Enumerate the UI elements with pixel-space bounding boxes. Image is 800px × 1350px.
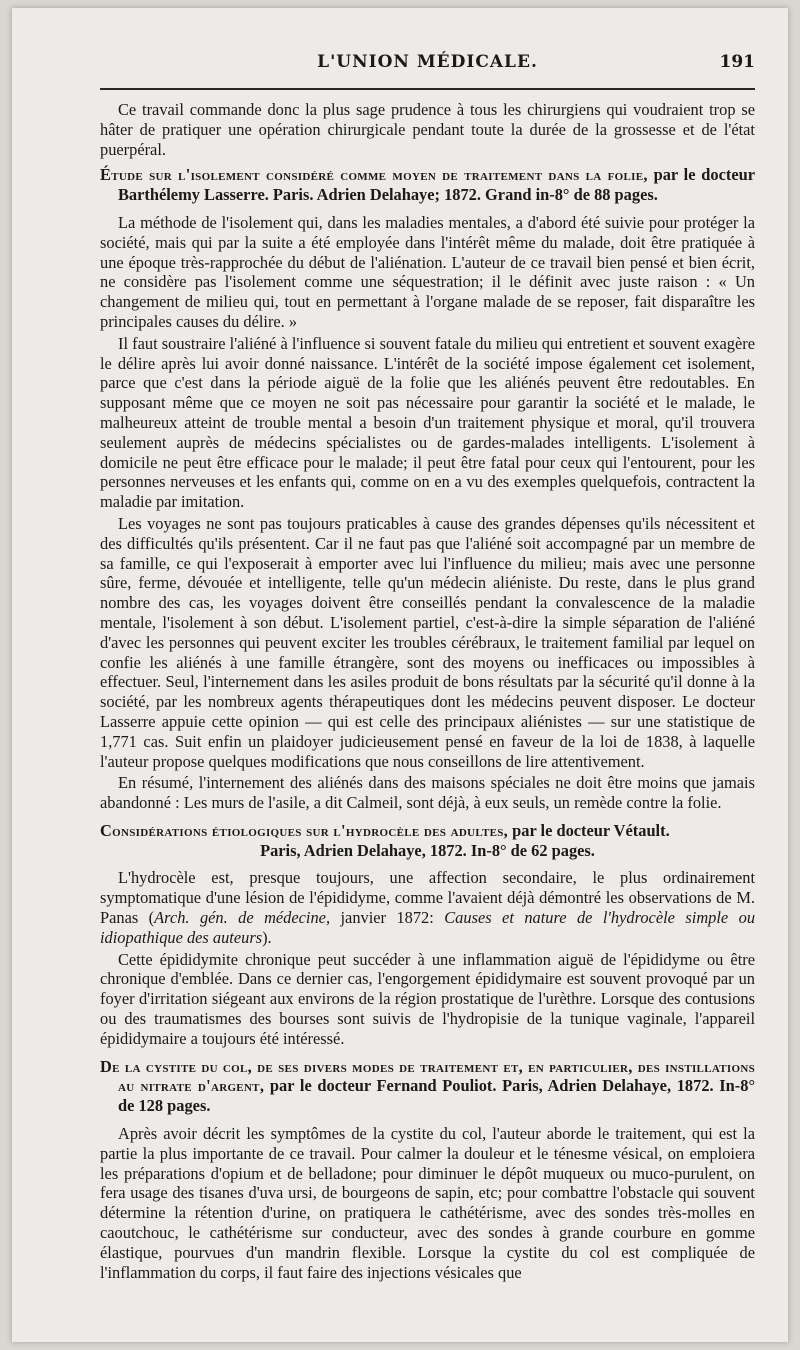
paragraph: En résumé, l'internement des aliénés dans des maisons spéciales ne doit être moins que jamais abandonné : Les murs de l'asile, a dit Calmeil, sont déjà, à eux seuls, un remède contre la folie. xyxy=(100,773,755,813)
review-citation: par le docteur Vétault. xyxy=(508,820,670,840)
review-citation-line2: Paris, Adrien Delahaye, 1872. In-8° de 62 pages. xyxy=(260,840,595,860)
citation-article: Causes et nature de l'hydrocèle simple ou idiopathique des auteurs xyxy=(100,908,756,947)
review-heading-cystite xyxy=(100,1057,755,1116)
review-title: Considérations étiologiques sur l'hydrocèle des adultes, xyxy=(100,820,509,840)
review-citation: par le docteur Barthélemy Lasserre. Paris. Adrien Delahaye; 1872. Grand in-8° de 88 pages. xyxy=(118,165,756,205)
page-number: 191 xyxy=(719,52,755,72)
review-heading-hydrocele xyxy=(100,821,755,861)
paragraph: Il faut soustraire l'aliéné à l'influence si souvent fatale du milieu qui entretient et souvent exagère le délire après lui avoir donné naissance. L'intérêt de la société impose également cet isolement, parce que c'est dans la période aiguë de la folie que les aliénés peuvent être redoutables. En supposant même que ce moyen ne soit pas nécessaire pour garantir la société et le malade, le malheureux atteint de trouble mental a besoin d'un traitement physique et moral, qu'il trouvera seulement auprès de médecins spécialistes ou de gardes-malades intelligents. L'isolement à domicile ne peut être efficace pour le malade; il peut être fatal pour ceux qui l'entourent, pour les personnes nerveuses et les enfants qui, comme on en a vu des exemples quelquefois, contractent la maladie par imitation. xyxy=(100,333,755,512)
review-title: De la cystite du col, de ses divers modes de traitement et, en particulier, des instillations au nitrate d'argent, xyxy=(100,1056,755,1096)
paragraph-text: L'hydrocèle est, presque toujours, une affection secondaire, le plus ordinairement symptomatique d'une lésion de l'épididyme, comme l'avaient déjà démontré les observations de M. Panas ( xyxy=(100,868,755,928)
review-title: Étude sur l'isolement considéré comme moyen de traitement dans la folie, xyxy=(100,165,648,185)
intro-paragraph: Ce travail commande donc la plus sage prudence à tous les chirurgiens qui voudraient trop se hâter de pratiquer une opération chirurgicale pendant toute la durée de la grossesse et de l'état puerpéral. xyxy=(100,100,755,159)
paragraph: La méthode de l'isolement qui, dans les maladies mentales, a d'abord été suivie pour protéger la société, mais qui par la suite a été employée dans l'intérêt même du malade, doit être pratiquée à une époque très-rapprochée du début de l'aliénation. L'auteur de ce travail bien pensé et bien écrit, ne considère pas l'isolement comme une séquestration; il le définit avec juste raison : « Un changement de milieu qui, tout en permettant à l'organe malade de se reposer, fait disparaître les principales causes du délire. » xyxy=(100,212,755,331)
page-header xyxy=(100,52,755,82)
citation-journal: Arch. gén. de médecine, xyxy=(154,908,331,928)
running-title: L'UNION MÉDICALE. xyxy=(317,52,538,72)
review-heading-isolement xyxy=(100,165,755,205)
page-body xyxy=(100,100,755,1284)
header-rule xyxy=(100,88,755,90)
paragraph xyxy=(100,868,755,947)
paragraph: Les voyages ne sont pas toujours praticables à cause des grandes dépenses qu'ils nécessitent et des difficultés qu'ils présentent. Car il ne faut pas que l'aliéné soit accompagné par un membre de sa famille, ce qui l'exposerait à emporter avec lui l'influence du milieu; mais avec une personne sûre, ferme, dévouée et intelligente, telle qu'un médecin aliéniste. Du reste, dans le plus grand nombre des cas, les voyages doivent être conseillés pendant la convalescence de la maladie mentale, l'isolement à son début. L'isolement partiel, c'est-à-dire la simple séparation de l'aliéné d'avec les personnes qui peuvent exciter les troubles cérébraux, le traitement familial par lequel on confie les aliénés à une famille étrangère, sont des moyens ou inefficaces ou impossibles à effectuer. Seul, l'internement dans les asiles produit de bons résultats par la sécurité qu'il donne à la société, par les nombreux agents thérapeutiques dont les médecins peuvent disposer. Le docteur Lasserre appuie cette opinion — qui est celle des principaux aliénistes — sur une statistique de 1,771 cas. Suit enfin un plaidoyer judicieusement pensé en faveur de la loi de 1838, à laquelle l'auteur propose quelques modifications que nous conseillons de lire attentivement. xyxy=(100,513,755,771)
paragraph: Cette épididymite chronique peut succéder à une inflammation aiguë de l'épididyme ou être chronique d'emblée. Dans ce dernier cas, l'engorgement épididymaire est souvent provoqué par un foyer d'irritation siégeant aux environs de la région prostatique de l'urèthre. Lorsque des contusions ou des traumatismes des bourses sont suivis de l'hydropisie de la tunique vaginale, l'appareil épididymaire a toujours été intéressé. xyxy=(100,949,755,1048)
review-citation: par le docteur Fernand Pouliot. Paris, Adrien Delahaye, 1872. In-8° de 128 pages. xyxy=(118,1076,756,1116)
book-page xyxy=(12,8,788,1342)
paragraph-text: ). xyxy=(262,927,272,947)
paragraph-text: janvier 1872: xyxy=(330,908,445,928)
paragraph: Après avoir décrit les symptômes de la cystite du col, l'auteur aborde le traitement, qui est la partie la plus importante de ce travail. Pour calmer la douleur et le ténesme vésical, on emploiera les préparations d'opium et de belladone; pour diminuer le dépôt muqueux ou muco-purulent, on fera usage des tisanes d'uva ursi, de bourgeons de sapin, etc; pour combattre l'obstacle qui souvent détermine la rétention d'urine, on pratiquera le cathétérisme, avec des sondes très-molles en caoutchouc, le cathétérisme sur conducteur, avec des sondes à grande courbure en gomme élastique, pourvues d'un mandrin flexible. Lorsque la cystite du col est compliquée de l'inflammation du corps, il faut faire des injections vésicales que xyxy=(100,1124,755,1282)
